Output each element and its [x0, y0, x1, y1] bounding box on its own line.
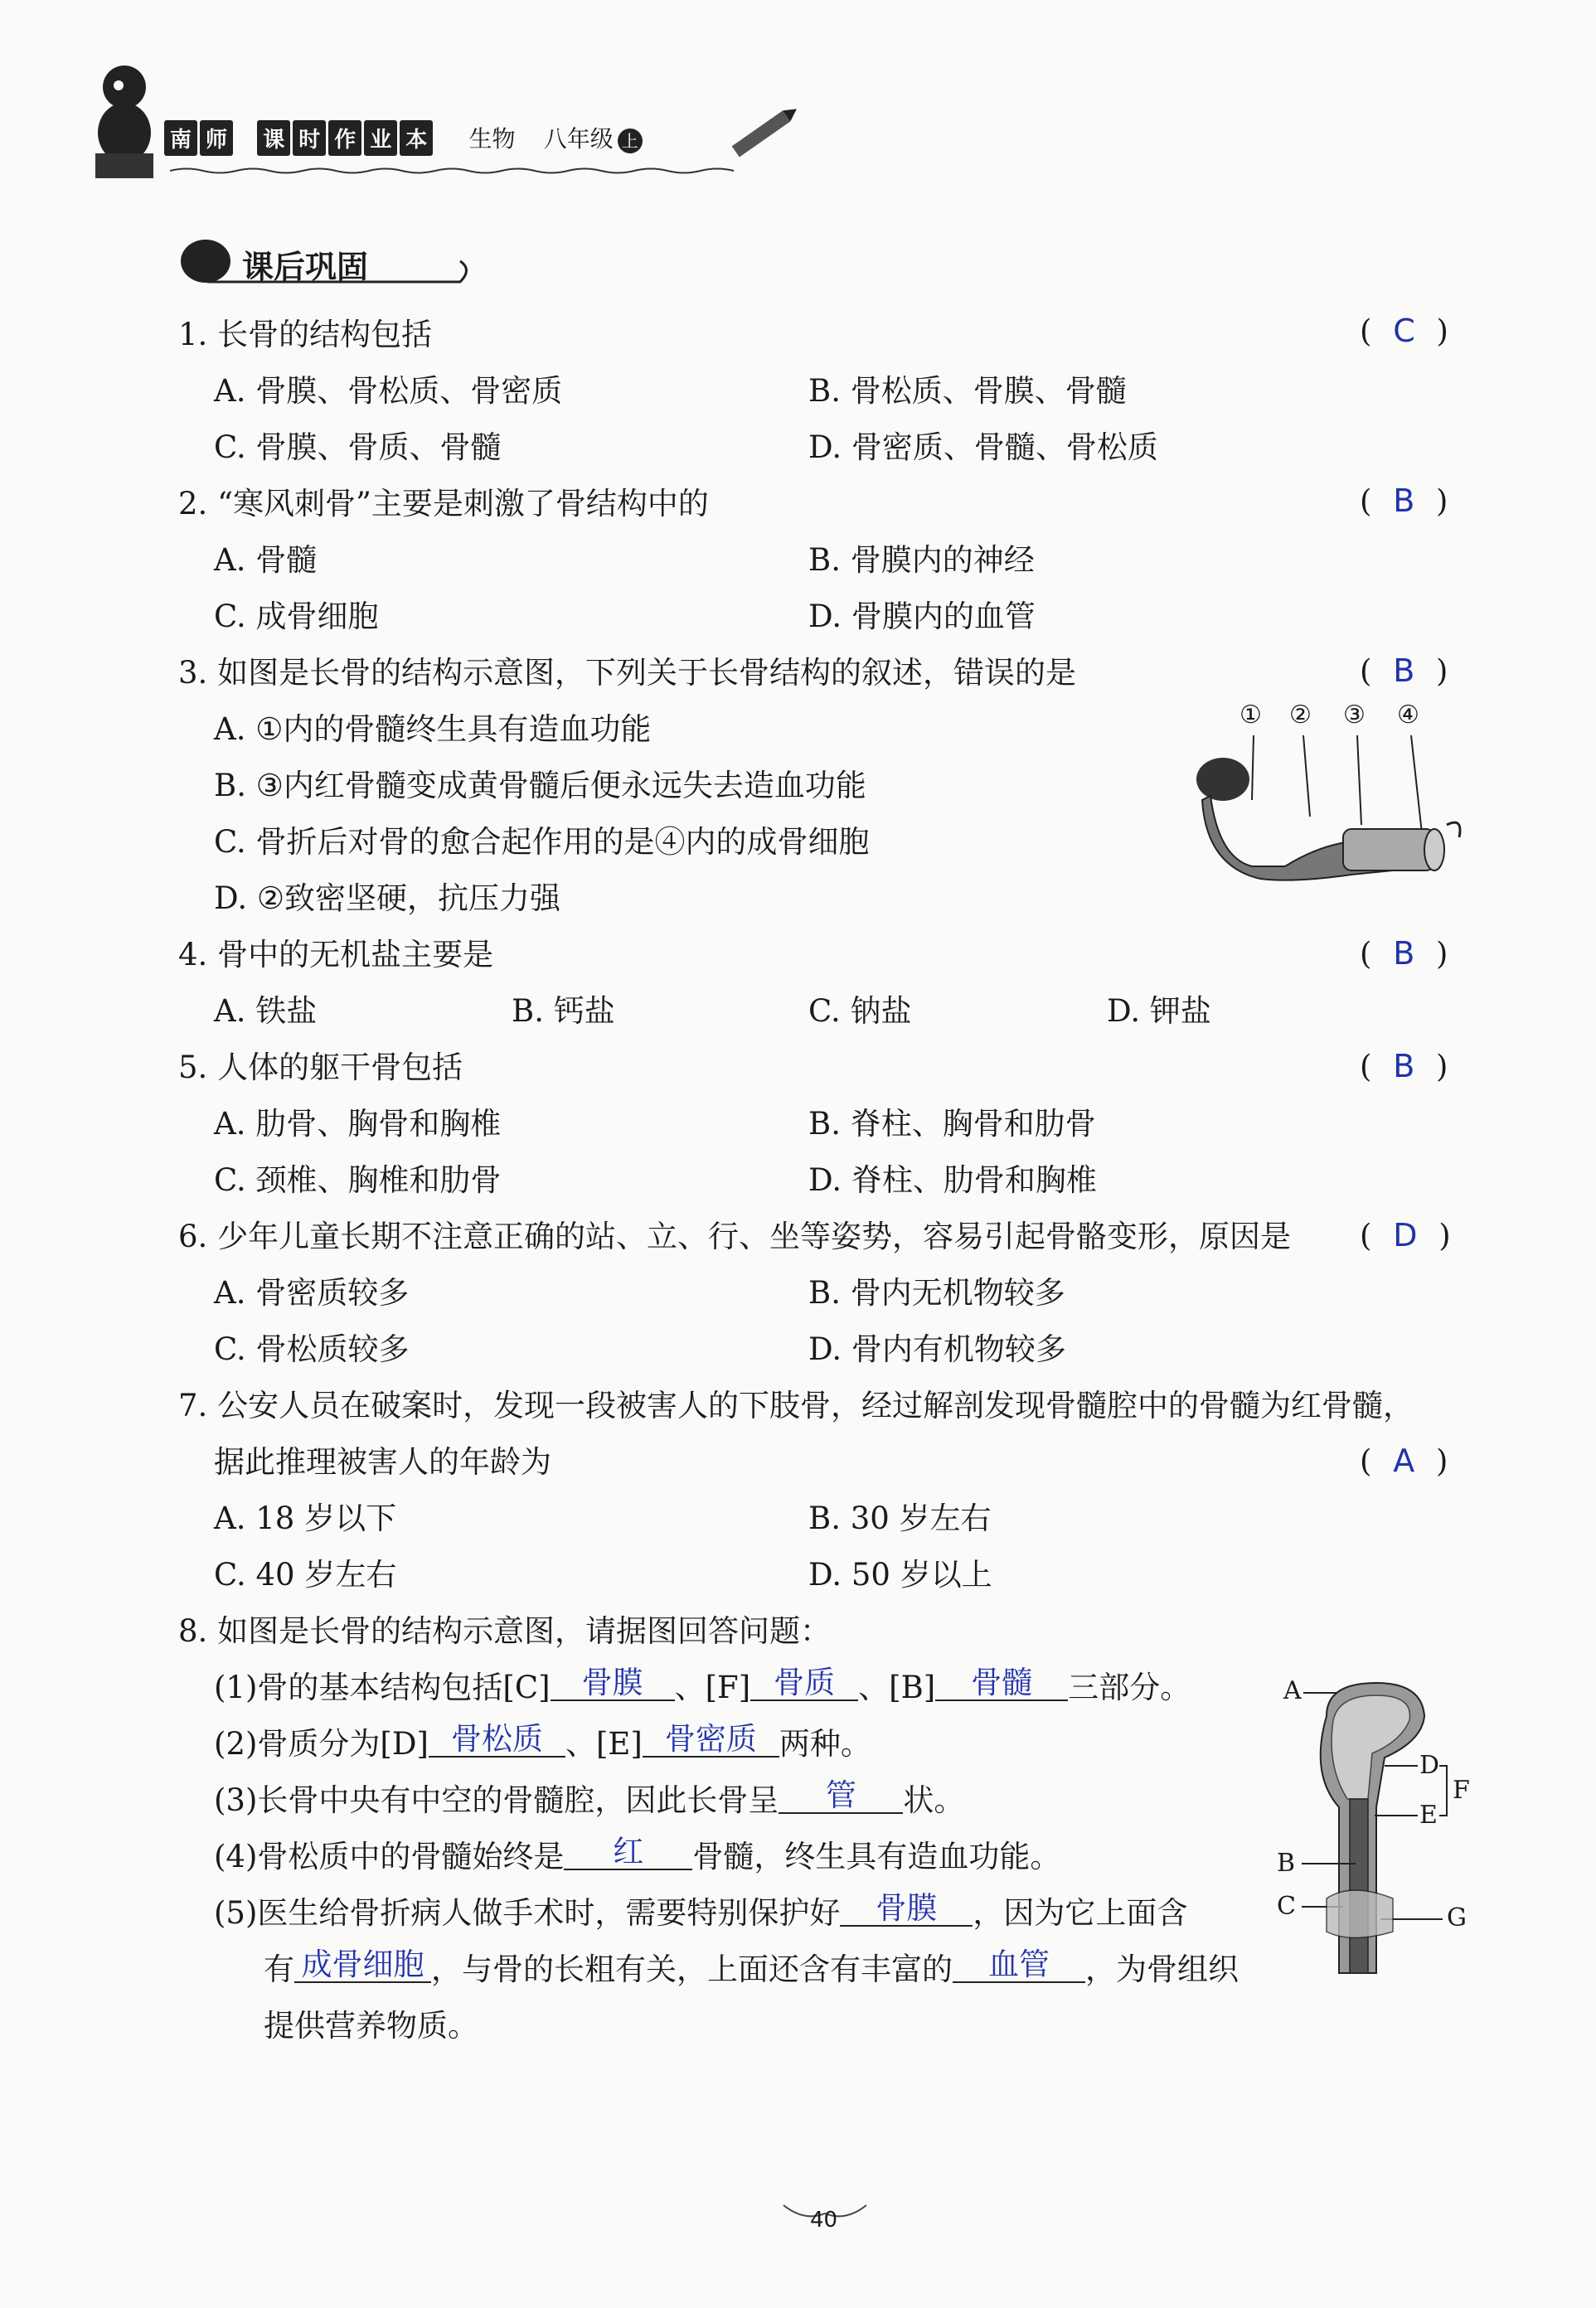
q2-answer-box: ( B )	[1360, 482, 1448, 519]
q6-stem: 6. 少年儿童长期不注意正确的站、立、行、坐等姿势，容易引起骨骼变形，原因是	[178, 1219, 1292, 1254]
q4-option-c: C. 钠盐	[808, 993, 912, 1029]
subject-label: 生物	[468, 125, 516, 153]
q1-option-c: C. 骨膜、骨质、骨髓	[214, 429, 502, 465]
q8-p4-blank1: 红	[564, 1835, 692, 1870]
q6-option-c: C. 骨松质较多	[214, 1331, 410, 1367]
q6-answer: D	[1393, 1217, 1418, 1253]
q8-part2: (2)骨质分为[D] 骨松质 、[E] 骨密质 两种。	[214, 1721, 871, 1762]
q2-option-d: D. 骨膜内的血管	[808, 599, 1036, 634]
q6-answer-box: ( D )	[1360, 1217, 1451, 1253]
q5-option-b: B. 脊柱、胸骨和肋骨	[808, 1106, 1096, 1142]
q4-answer-box: ( B )	[1360, 935, 1448, 972]
q8-label-g: G	[1447, 1903, 1467, 1932]
q2-option-a: A. 骨髓	[214, 542, 318, 578]
q8-p2-blank1: 骨松质	[429, 1723, 565, 1758]
q3-option-c: C. 骨折后对骨的愈合起作用的是④内的成骨细胞	[214, 824, 870, 860]
q8-p2-blank2: 骨密质	[643, 1723, 779, 1758]
q8-label-b: B	[1277, 1849, 1296, 1878]
q8-p1-blank1: 骨膜	[551, 1666, 675, 1701]
q1-option-a: A. 骨膜、骨松质、骨密质	[214, 373, 563, 409]
q3-answer-box: ( B )	[1360, 652, 1448, 689]
q8-label-f: F	[1453, 1776, 1470, 1805]
q7-option-c: C. 40 岁左右	[214, 1557, 397, 1593]
q8-p6-blank1: 成骨细胞	[294, 1948, 431, 1983]
q6-option-d: D. 骨内有机物较多	[808, 1331, 1066, 1367]
q1-stem: 1. 长骨的结构包括	[178, 317, 433, 352]
publisher-pill: 南 师	[164, 134, 235, 150]
series-pill: 课 时 作 业 本	[257, 134, 435, 150]
q3-label-2: ②	[1289, 701, 1312, 730]
q5-answer: B	[1393, 1048, 1415, 1084]
q4-answer: B	[1393, 935, 1415, 972]
q8-part3: (3)长骨中央有中空的骨髓腔，因此长骨呈 管 状。	[214, 1777, 965, 1818]
q2-option-b: B. 骨膜内的神经	[808, 542, 1035, 578]
section-banner	[174, 236, 473, 288]
q8-p5-blank1: 骨膜	[840, 1892, 973, 1927]
q8-label-e: E	[1419, 1801, 1438, 1830]
q8-p1-blank2: 骨质	[750, 1666, 858, 1701]
q5-answer-box: ( B )	[1360, 1048, 1448, 1084]
section-title: 课后巩固	[242, 249, 369, 285]
page-number: 40	[810, 2208, 838, 2233]
q7-answer-box: ( A )	[1360, 1442, 1448, 1479]
q3-stem: 3. 如图是长骨的结构示意图，下列关于长骨结构的叙述，错误的是	[178, 655, 1077, 691]
q7-option-a: A. 18 岁以下	[214, 1501, 397, 1536]
q4-option-d: D. 钾盐	[1107, 993, 1211, 1029]
q3-option-b: B. ③内红骨髓变成黄骨髓后便永远失去造血功能	[214, 768, 866, 803]
q8-stem: 8. 如图是长骨的结构示意图，请据图回答问题：	[178, 1613, 832, 1649]
q3-option-a: A. ①内的骨髓终生具有造血功能	[214, 711, 652, 747]
q4-option-b: B. 钙盐	[512, 993, 615, 1029]
q8-part4: (4)骨松质中的骨髓始终是 红 骨髓，终生具有造血功能。	[214, 1834, 1061, 1874]
q1-answer-box: ( C )	[1360, 313, 1448, 349]
q7-stem-line2: 据此推理被害人的年龄为	[214, 1444, 551, 1480]
q3-label-4: ④	[1397, 701, 1419, 730]
q8-label-a: A	[1283, 1676, 1302, 1705]
q8-p1-blank3: 骨髓	[935, 1666, 1068, 1701]
pencil-icon	[721, 99, 804, 166]
q4-option-a: A. 铁盐	[214, 993, 318, 1029]
q1-option-b: B. 骨松质、骨膜、骨髓	[808, 373, 1127, 409]
q5-option-d: D. 脊柱、肋骨和胸椎	[808, 1162, 1097, 1198]
q8-part5-line2: 有 成骨细胞 ，与骨的长粗有关，上面还含有丰富的 血管 ，为骨组织	[264, 1947, 1239, 1987]
q1-option-d: D. 骨密质、骨髓、骨松质	[808, 429, 1158, 465]
header-underline	[170, 162, 750, 171]
q7-option-b: B. 30 岁左右	[808, 1501, 992, 1536]
q2-option-c: C. 成骨细胞	[214, 599, 379, 634]
q5-option-a: A. 肋骨、胸骨和胸椎	[214, 1106, 502, 1142]
q8-bone-figure	[1277, 1658, 1492, 1981]
q2-stem: 2. “寒风刺骨”主要是刺激了骨结构中的	[178, 486, 709, 521]
q8-label-c: C	[1277, 1892, 1296, 1921]
q3-option-d: D. ②致密坚硬，抗压力强	[214, 880, 561, 916]
q2-answer: B	[1393, 482, 1415, 519]
q7-stem: 7. 公安人员在破案时，发现一段被害人的下肢骨，经过解剖发现骨髓腔中的骨髓为红骨髓，	[178, 1388, 1414, 1423]
q8-p3-blank1: 管	[779, 1779, 903, 1814]
q5-option-c: C. 颈椎、胸椎和肋骨	[214, 1162, 502, 1198]
q3-bone-figure	[1186, 701, 1484, 891]
q8-part1: (1)骨的基本结构包括[C] 骨膜 、[F] 骨质 、[B] 骨髓 三部分。	[214, 1665, 1191, 1705]
q8-p6-blank2: 血管	[953, 1948, 1085, 1983]
q3-answer: B	[1393, 652, 1415, 689]
q1-answer: C	[1393, 313, 1415, 349]
q3-label-3: ③	[1343, 701, 1366, 730]
grade-label: 八年级	[543, 125, 614, 153]
q7-answer: A	[1393, 1442, 1415, 1479]
grade-badge: 上	[618, 128, 643, 153]
q8-part5-line3: 提供营养物质。	[264, 2008, 478, 2044]
header-bar	[164, 120, 643, 157]
q3-label-1: ①	[1239, 701, 1262, 730]
q8-label-d: D	[1419, 1751, 1440, 1780]
header-mascot-icon	[79, 62, 170, 187]
q7-option-d: D. 50 岁以上	[808, 1557, 992, 1593]
q6-option-b: B. 骨内无机物较多	[808, 1275, 1065, 1311]
q5-stem: 5. 人体的躯干骨包括	[178, 1050, 463, 1085]
q4-stem: 4. 骨中的无机盐主要是	[178, 937, 494, 972]
q6-option-a: A. 骨密质较多	[214, 1275, 410, 1311]
q8-part5: (5)医生给骨折病人做手术时，需要特别保护好 骨膜 ，因为它上面含	[214, 1890, 1188, 1931]
